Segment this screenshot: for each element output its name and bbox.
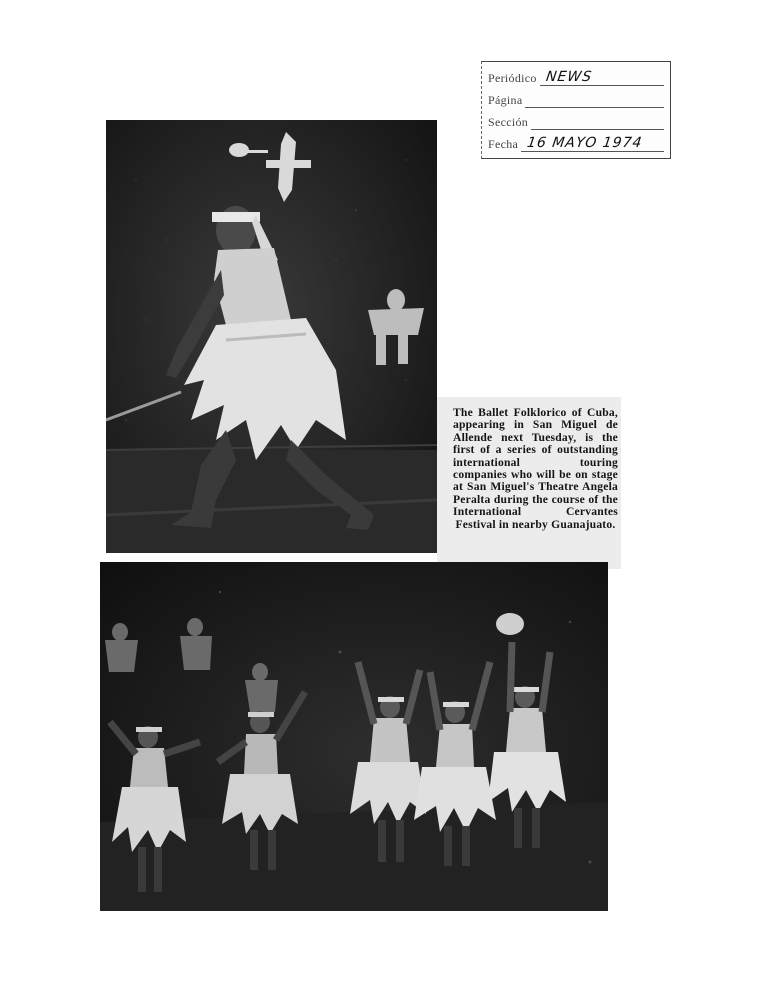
dancer-photo-image (106, 120, 437, 553)
stamp-fecha-row (488, 132, 664, 152)
archive-stamp (481, 61, 671, 159)
stamp-seccion-label: Sección (488, 115, 529, 129)
stamp-periodico-line (540, 70, 664, 86)
stamp-pagina-line (525, 92, 664, 108)
stamp-fecha-label: Fecha (488, 137, 519, 151)
stamp-pagina-label: Página (488, 93, 523, 107)
stamp-fecha-value: 16 MAYO 1974 (526, 135, 644, 151)
caption-text: The Ballet Folklorico of Cuba, appearing in San Miguel de Allende next Tuesday, is the first of a series of outstanding international touring companies who will be on stage at San Miguel's Theatre Angela Peralta during the course of the International Cervantes Festival in nearby Guanajuato. (453, 406, 618, 531)
stamp-periodico-value: NEWS (544, 69, 593, 85)
stamp-seccion-line (531, 114, 664, 130)
ensemble-photo-image (100, 562, 608, 911)
stamp-seccion-row (488, 110, 664, 130)
stamp-fecha-line (521, 136, 664, 152)
stamp-periodico-label: Periódico (488, 71, 537, 85)
stamp-pagina-row (488, 88, 664, 108)
stamp-periodico-row (488, 66, 664, 86)
dancer-photo (106, 120, 437, 553)
ensemble-photo (100, 562, 608, 911)
photo-caption (437, 397, 621, 569)
